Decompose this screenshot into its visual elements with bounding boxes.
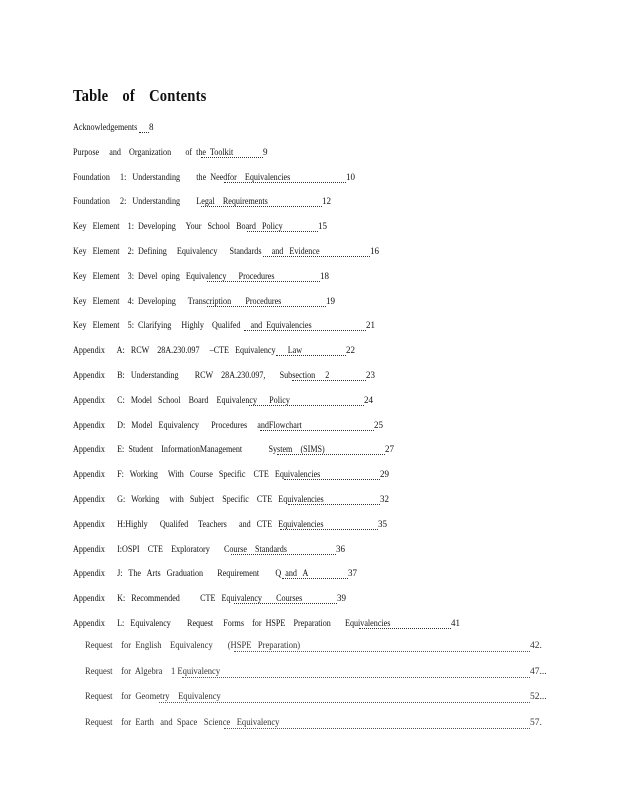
toc-leader-dots xyxy=(288,504,380,505)
toc-leader-dots xyxy=(359,628,451,629)
toc-entry-page: 52... xyxy=(530,692,547,702)
toc-entry-page: 47... xyxy=(530,666,547,677)
toc-entry[interactable] xyxy=(73,469,389,483)
toc-entry[interactable] xyxy=(73,345,355,359)
toc-entry[interactable] xyxy=(73,420,383,434)
toc-entry-page: 23 xyxy=(366,370,375,380)
toc-entry[interactable] xyxy=(73,122,154,136)
toc-sub-entry[interactable] xyxy=(85,692,547,706)
toc-entry-label: Purpose and Organization of the Toolkit xyxy=(73,146,234,157)
toc-entry[interactable] xyxy=(73,320,375,334)
toc-entry-label: Appendix J: The Arts Graduation Requirement Q and A xyxy=(73,568,309,579)
toc-leader-dots xyxy=(292,380,366,381)
toc-entry-page: 9 xyxy=(263,146,268,157)
toc-entry-page: 24 xyxy=(364,394,373,405)
toc-entry-page: 25 xyxy=(374,419,383,430)
toc-entry-label: Appendix B: Understanding RCW 28A.230.097, Subsection 2 xyxy=(73,370,330,380)
toc-entry[interactable] xyxy=(73,618,460,632)
toc-entry-label: Key Element 4: Developing Transcription Procedures xyxy=(73,295,282,306)
toc-entry[interactable] xyxy=(73,568,357,582)
toc-entry-page: 36 xyxy=(336,543,345,554)
toc-entry-label: Key Element 3: Devel oping Equivalency Procedures xyxy=(73,270,275,281)
toc-leader-dots xyxy=(139,132,149,133)
toc-entry-label: Request for Geometry Equivalency xyxy=(85,692,221,702)
toc-title: Table of Contents xyxy=(73,86,207,105)
toc-entry-label: Appendix I:OSPI CTE Exploratory Course Standards xyxy=(73,543,287,554)
toc-leader-dots xyxy=(231,554,336,555)
toc-leader-dots xyxy=(276,355,346,356)
toc-entry[interactable] xyxy=(73,395,373,409)
toc-entry-label: Request for Algebra 1 Equivalency xyxy=(85,666,221,677)
toc-leader-dots xyxy=(277,454,385,455)
toc-entry-label: Appendix E: Student InformationManagement System (SIMS) xyxy=(73,444,325,455)
toc-leader-dots xyxy=(282,578,348,579)
toc-entry-label: Appendix K: Recommended CTE Equivalency Courses xyxy=(73,593,303,604)
toc-entry-label: Request for Earth and Space Science Equivalency xyxy=(85,717,280,728)
toc-entry[interactable] xyxy=(73,593,346,607)
toc-sub-entry[interactable] xyxy=(85,718,542,732)
toc-entry-label: Appendix H:Highly Qualifed Teachers and CTE Equivalencies xyxy=(73,518,324,529)
toc-entry-label: Key Element 5: Clarifying Highly Qualifed and Equivalencies xyxy=(73,320,312,331)
toc-entry-page: 42. xyxy=(530,641,542,651)
toc-entry[interactable] xyxy=(73,444,394,458)
toc-entry[interactable] xyxy=(73,370,375,384)
toc-entry-page: 37 xyxy=(348,568,357,579)
toc-leader-dots xyxy=(159,702,530,703)
toc-leader-dots xyxy=(207,306,326,307)
toc-entry-page: 21 xyxy=(366,320,375,331)
toc-entry-label: Appendix G: Working with Subject Specific CTE Equivalencies xyxy=(73,494,324,504)
toc-entry-page: 35 xyxy=(378,518,387,529)
toc-leader-dots xyxy=(260,430,374,431)
toc-leader-dots xyxy=(280,529,378,530)
toc-entry-page: 57. xyxy=(530,717,542,728)
toc-entry[interactable] xyxy=(73,296,335,310)
toc-entry-page: 29 xyxy=(380,469,389,480)
toc-leader-dots xyxy=(244,330,366,331)
toc-entry-label: Appendix C: Model School Board Equivalency Policy xyxy=(73,394,290,405)
toc-leader-dots xyxy=(224,728,530,729)
toc-entry[interactable] xyxy=(73,147,268,161)
toc-entry-page: 19 xyxy=(326,295,335,306)
toc-entry[interactable] xyxy=(73,221,327,235)
toc-entry-label: Request for English Equivalency (HSPE Preparation) xyxy=(85,641,301,651)
toc-leader-dots xyxy=(201,157,263,158)
toc-entry-label: Acknowledgements xyxy=(73,122,138,132)
toc-entry-label: Key Element 2: Defining Equivalency Standards and Evidence xyxy=(73,246,320,256)
toc-entry[interactable] xyxy=(73,519,387,533)
toc-entry-label: Foundation 2: Understanding Legal Requirements xyxy=(73,196,268,207)
toc-entry-page: 41 xyxy=(451,618,460,628)
toc-entry-page: 39 xyxy=(337,593,346,604)
toc-leader-dots xyxy=(234,651,530,652)
toc-entry[interactable] xyxy=(73,544,345,558)
toc-entry-page: 22 xyxy=(346,345,355,356)
toc-sub-entry[interactable] xyxy=(85,641,542,655)
toc-leader-dots xyxy=(284,479,380,480)
toc-entry-page: 32 xyxy=(380,494,389,504)
toc-entry-label: Appendix F: Working With Course Specific CTE Equivalencies xyxy=(73,469,321,480)
toc-leader-dots xyxy=(182,677,530,678)
toc-entry-page: 12 xyxy=(322,196,331,207)
toc-sub-entry[interactable] xyxy=(85,667,547,681)
toc-leader-dots xyxy=(234,603,337,604)
toc-leader-dots xyxy=(201,206,322,207)
toc-leader-dots xyxy=(249,405,364,406)
toc-entry-page: 16 xyxy=(370,246,379,256)
toc-leader-dots xyxy=(247,231,318,232)
toc-entry-label: Key Element 1: Developing Your School Board Policy xyxy=(73,221,283,232)
toc-entry-page: 15 xyxy=(318,221,327,232)
toc-entry-page: 10 xyxy=(346,171,355,182)
toc-entry-page: 27 xyxy=(385,444,394,455)
toc-leader-dots xyxy=(224,182,346,183)
toc-entry-page: 8 xyxy=(149,122,154,132)
toc-entry-label: Appendix L: Equivalency Request Forms for HSPE Preparation Equivalencies xyxy=(73,618,391,628)
toc-entry-label: Appendix D: Model Equivalency Procedures andFlowchart xyxy=(73,419,302,430)
toc-entry-label: Foundation 1: Understanding the Needfor Equivalencies xyxy=(73,171,291,182)
toc-entry[interactable] xyxy=(73,196,331,210)
toc-leader-dots xyxy=(207,281,320,282)
toc-leader-dots xyxy=(263,256,370,257)
toc-entry[interactable] xyxy=(73,172,355,186)
toc-entry[interactable] xyxy=(73,494,389,508)
toc-entry-label: Appendix A: RCW 28A.230.097 –CTE Equivalency Law xyxy=(73,345,303,356)
toc-entry[interactable] xyxy=(73,271,329,285)
toc-entry-page: 18 xyxy=(320,270,329,281)
toc-entry[interactable] xyxy=(73,246,379,260)
